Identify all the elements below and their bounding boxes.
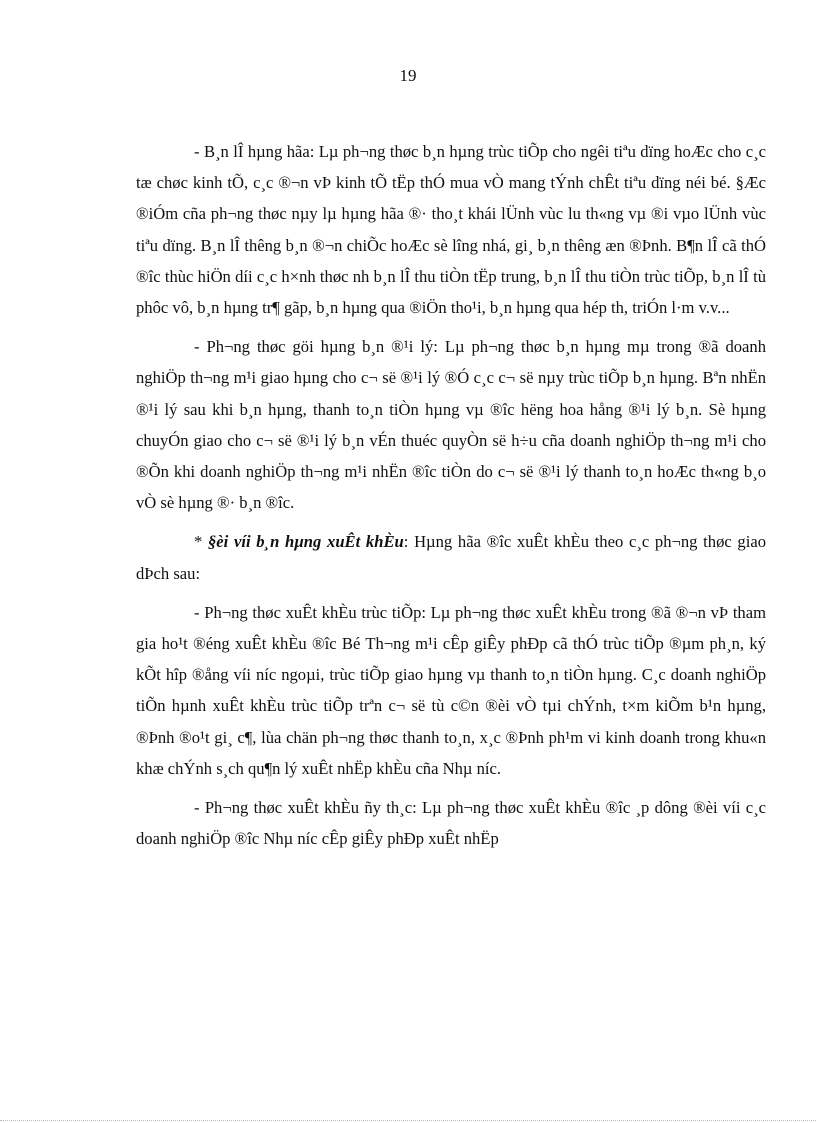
bullet-marker: * (194, 532, 208, 552)
page-number: 19 (399, 66, 417, 85)
paragraph-retail-sales: - B¸n lÎ hµng hãa: Lµ ph¬ng thøc b¸n hµng trùc tiÕp cho ngêi tiªu dïng hoÆc cho c¸c tæ chøc kinh tÕ, c¸c ®¬n vÞ kinh tÕ tËp thÓ mua vÒ mang tÝnh chÊt tiªu dïng néi bé. §Æc ®iÓm cña ph¬ng thøc nµy lµ hµng hãa ®· tho¸t khái lÜnh vùc lu th«ng vµ ®i vµo lÜnh vùc tiªu dïng. B¸n lÎ thêng b¸n ®¬n chiÕc hoÆc sè lîng nhá, gi¸ b¸n thêng æn ®Þnh. B¶n lÎ cã thÓ ®îc thùc hiÖn díi c¸c h×nh thøc nh b¸n lÎ thu tiÒn tËp trung, b¸n lÎ thu tiÒn trùc tiÕp, b¸n lÎ tù phôc vô, b¸n hµng tr¶ gãp, b¸n hµng qua ®iÖn tho¹i, b¸n hµng qua hép th, triÓn l·m v.v... (136, 142, 766, 318)
document-body (136, 136, 766, 854)
export-sales-heading: §èi víi b¸n hµng xuÊt khÈu (208, 532, 404, 552)
paragraph-export-sales-intro (136, 526, 766, 588)
paragraph-agency-consignment: - Ph¬ng thøc göi hµng b¸n ®¹i lý: Lµ ph¬ng thøc b¸n hµng mµ trong ®ã doanh nghiÖp th¬ng m¹i giao hµng cho c¬ së ®¹i lý ®Ó c¸c c¬ së nµy trùc tiÕp b¸n hµng. Bªn nhËn ®¹i lý sau khi b¸n hµng, thanh to¸n tiÒn hµng vµ ®îc hëng hoa hång ®¹i lý b¸n. Sè hµng chuyÓn giao cho c¬ së ®¹i lý b¸n vÉn thuéc quyÒn së h÷u cña doanh nghiÖp th¬ng m¹i cho ®Õn khi doanh nghiÖp th¬ng m¹i nhËn ®îc tiÒn do c¬ së ®¹i lý thanh to¸n hoÆc th«ng b¸o vÒ sè hµng ®· b¸n ®îc. (136, 337, 766, 513)
export-sales-text: : Hµng hãa ®îc xuÊt khÈu theo c¸c ph¬ng thøc giao dÞch sau: (136, 532, 767, 583)
paragraph-entrusted-export: - Ph¬ng thøc xuÊt khÈu ñy th¸c: Lµ ph¬ng thøc xuÊt khÈu ®îc ¸p dông ®èi víi c¸c doanh nghiÖp ®îc Nhµ níc cÊp giÊy phÐp xuÊt nhËp (136, 798, 766, 849)
paragraph-direct-export: - Ph¬ng thøc xuÊt khÈu trùc tiÕp: Lµ ph¬ng thøc xuÊt khÈu trong ®ã ®¬n vÞ tham gia ho¹t ®éng xuÊt khÈu ®îc Bé Th¬ng m¹i cÊp giÊy phÐp cã thÓ trùc tiÕp ®µm ph¸n, ký kÕt hîp ®ång víi níc ngoµi, trùc tiÕp giao hµng vµ thanh to¸n tiÒn hµng. C¸c doanh nghiÖp tiÕn hµnh xuÊt khÈu trùc tiÕp trªn c¬ së tù c©n ®èi vÒ tµi chÝnh, t×m kiÕm b¹n hµng, ®Þnh ®o¹t gi¸ c¶, lùa chän ph¬ng thøc thanh to¸n, x¸c ®Þnh ph¹m vi kinh doanh trong khu«n khæ chÝnh s¸ch qu¶n lý xuÊt nhËp khÈu cña Nhµ níc. (136, 602, 766, 778)
page-bottom-divider (0, 1120, 816, 1121)
